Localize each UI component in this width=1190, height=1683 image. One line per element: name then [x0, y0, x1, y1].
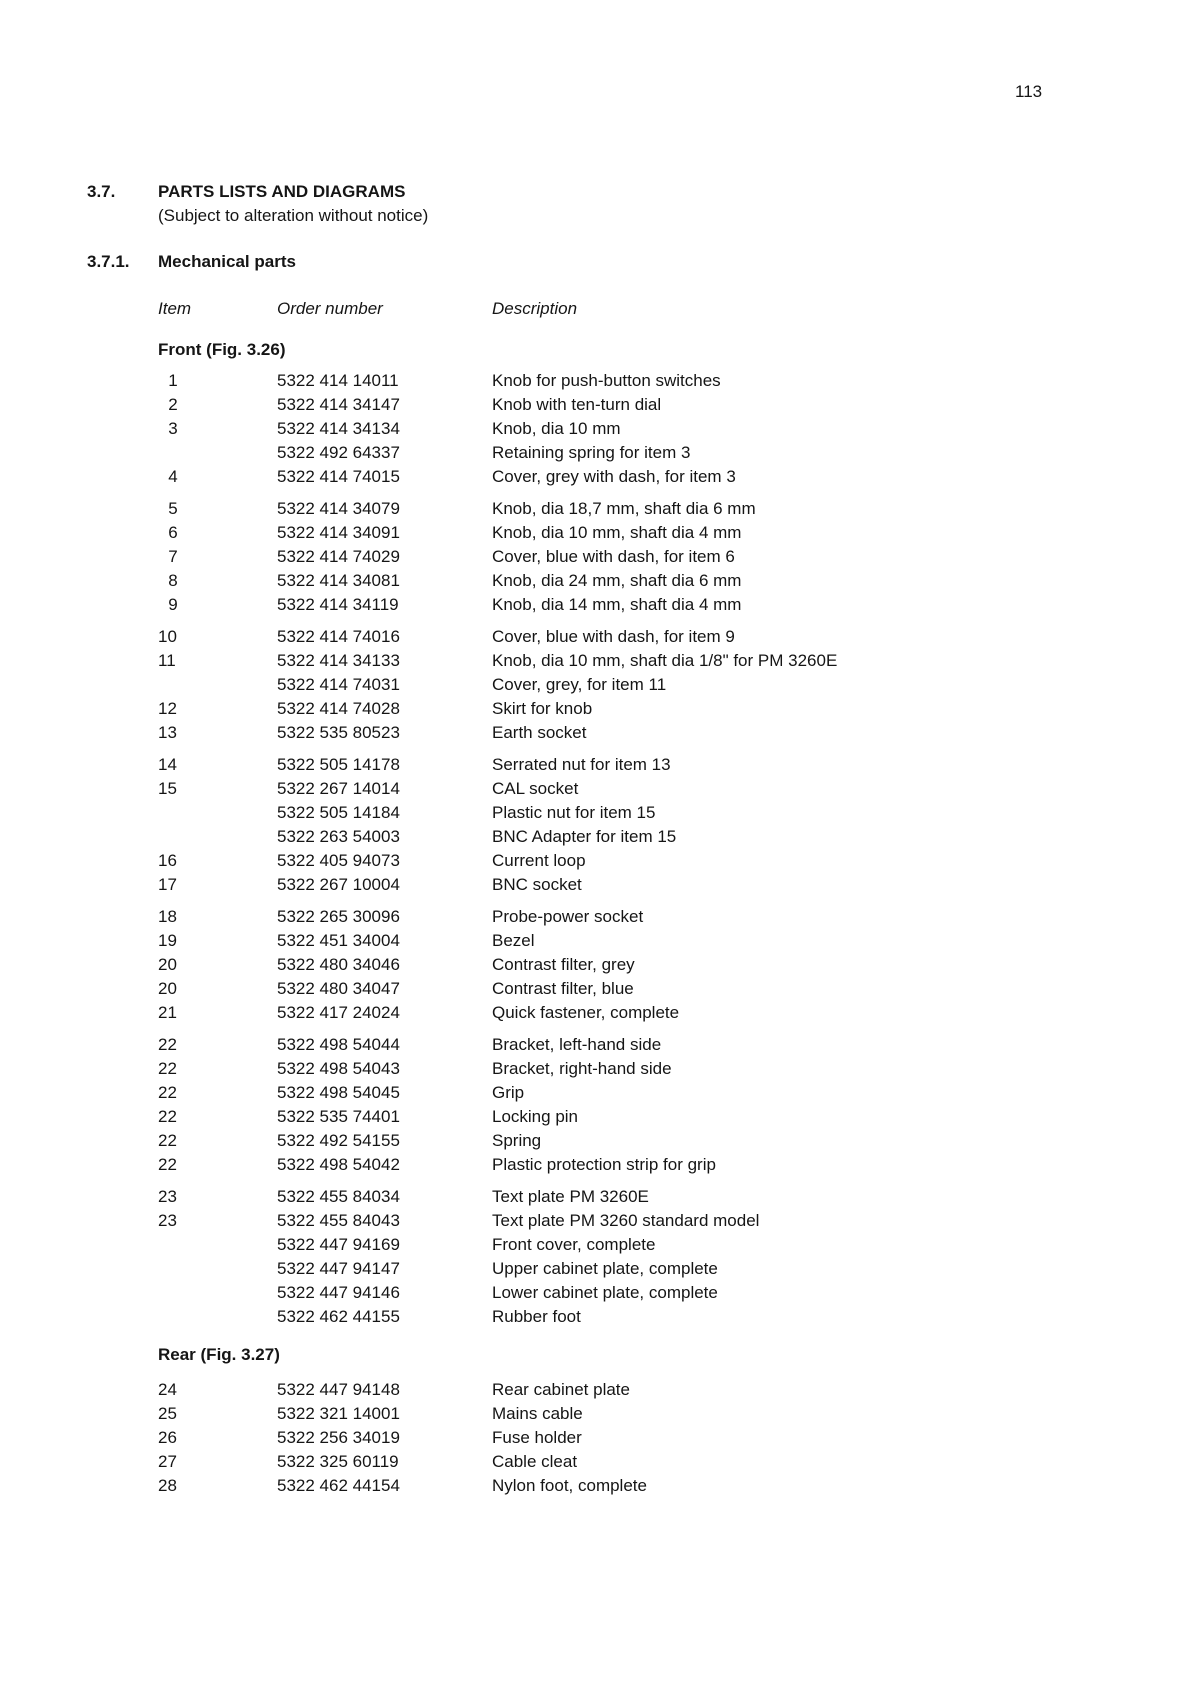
description: Knob, dia 10 mm, shaft dia 4 mm: [492, 523, 742, 542]
description: Nylon foot, complete: [492, 1476, 647, 1495]
item-number: 19: [158, 931, 177, 950]
table-row: [0, 651, 1100, 673]
table-row: [0, 1107, 1100, 1129]
description: Text plate PM 3260 standard model: [492, 1211, 760, 1230]
item-number: 1: [168, 371, 178, 390]
item-number: 22: [158, 1035, 177, 1054]
order-number: 5322 498 54044: [277, 1035, 400, 1054]
item-number: 22: [158, 1059, 177, 1078]
order-number: 5322 535 74401: [277, 1107, 400, 1126]
item-number: 23: [158, 1187, 177, 1206]
description: Bracket, left-hand side: [492, 1035, 662, 1054]
table-row: [0, 1059, 1100, 1081]
order-number: 5322 447 94148: [277, 1380, 400, 1399]
table-row: [0, 1235, 1100, 1257]
order-number: 5322 480 34046: [277, 955, 400, 974]
table-row: [0, 875, 1100, 897]
item-number: 26: [158, 1428, 177, 1447]
order-number: 5322 455 84034: [277, 1187, 400, 1206]
description: Serrated nut for item 13: [492, 755, 671, 774]
page-number: 113: [1015, 82, 1043, 101]
item-number: 6: [168, 523, 178, 542]
order-number: 5322 414 74028: [277, 699, 400, 718]
order-number: 5322 480 34047: [277, 979, 400, 998]
item-number: 22: [158, 1131, 177, 1150]
description: Fuse holder: [492, 1428, 582, 1447]
order-number: 5322 414 74016: [277, 627, 400, 646]
item-number: 16: [158, 851, 177, 870]
table-row: [0, 1131, 1100, 1153]
item-number: 22: [158, 1083, 177, 1102]
order-number: 5322 447 94146: [277, 1283, 400, 1302]
order-number: 5322 535 80523: [277, 723, 400, 742]
item-number: 12: [158, 699, 177, 718]
description: Mains cable: [492, 1404, 583, 1423]
description: Quick fastener, complete: [492, 1003, 680, 1022]
item-number: 11: [158, 651, 176, 670]
order-number: 5322 451 34004: [277, 931, 400, 950]
order-number: 5322 263 54003: [277, 827, 400, 846]
order-number: 5322 265 30096: [277, 907, 400, 926]
order-number: 5322 462 44154: [277, 1476, 400, 1495]
item-number: 3: [168, 419, 178, 438]
description: Contrast filter, grey: [492, 955, 635, 974]
description: Bezel: [492, 931, 535, 950]
table-row: [0, 1083, 1100, 1105]
description: Rear cabinet plate: [492, 1380, 630, 1399]
item-number: 8: [168, 571, 178, 590]
description: Cover, grey with dash, for item 3: [492, 467, 736, 486]
description: Knob, dia 14 mm, shaft dia 4 mm: [492, 595, 742, 614]
description: Locking pin: [492, 1107, 579, 1126]
table-row: [0, 755, 1100, 777]
item-number: 4: [168, 467, 178, 486]
item-number: 10: [158, 627, 177, 646]
description: Plastic nut for item 15: [492, 803, 656, 822]
description: Upper cabinet plate, complete: [492, 1259, 718, 1278]
description: Rubber foot: [492, 1307, 581, 1326]
table-row: [0, 1283, 1100, 1305]
description: BNC socket: [492, 875, 582, 894]
description: Knob, dia 10 mm: [492, 419, 621, 438]
order-number: 5322 414 74029: [277, 547, 400, 566]
table-row: [0, 523, 1100, 545]
order-number: 5322 414 34134: [277, 419, 400, 438]
item-number: 20: [158, 955, 177, 974]
subsection-title: Mechanical parts: [158, 252, 296, 271]
column-header-description: Description: [492, 299, 578, 318]
item-number: 9: [168, 595, 178, 614]
description: Grip: [492, 1083, 525, 1102]
table-row: [0, 467, 1100, 489]
order-number: 5322 414 74031: [277, 675, 400, 694]
description: Cover, blue with dash, for item 9: [492, 627, 735, 646]
item-number: 13: [158, 723, 177, 742]
table-row: [0, 723, 1100, 745]
table-row: [0, 851, 1100, 873]
subsection-number: 3.7.1.: [87, 252, 130, 271]
item-number: 22: [158, 1107, 177, 1126]
description: Knob for push-button switches: [492, 371, 721, 390]
table-row: [0, 675, 1100, 697]
description: Current loop: [492, 851, 586, 870]
front-group-heading: Front (Fig. 3.26): [158, 340, 286, 359]
description: BNC Adapter for item 15: [492, 827, 677, 846]
table-row: [0, 827, 1100, 849]
order-number: 5322 405 94073: [277, 851, 400, 870]
table-row: [0, 499, 1100, 521]
section-title: PARTS LISTS AND DIAGRAMS: [158, 182, 406, 201]
item-number: 15: [158, 779, 177, 798]
description: Cover, blue with dash, for item 6: [492, 547, 735, 566]
description: Plastic protection strip for grip: [492, 1155, 716, 1174]
item-number: 17: [158, 875, 177, 894]
table-row: [0, 979, 1100, 1001]
description: Earth socket: [492, 723, 587, 742]
description: Knob, dia 18,7 mm, shaft dia 6 mm: [492, 499, 756, 518]
order-number: 5322 498 54042: [277, 1155, 400, 1174]
order-number: 5322 267 10004: [277, 875, 400, 894]
item-number: 20: [158, 979, 177, 998]
order-number: 5322 455 84043: [277, 1211, 400, 1230]
table-row: [0, 627, 1100, 649]
table-row: [0, 803, 1100, 825]
table-row: [0, 931, 1100, 953]
description: Cable cleat: [492, 1452, 578, 1471]
item-number: 2: [168, 395, 178, 414]
order-number: 5322 414 14011: [277, 371, 399, 390]
item-number: 28: [158, 1476, 177, 1495]
table-row: [0, 595, 1100, 617]
description: Text plate PM 3260E: [492, 1187, 649, 1206]
item-number: 24: [158, 1380, 177, 1399]
section-number: 3.7.: [87, 182, 116, 201]
table-row: [0, 699, 1100, 721]
section-note: (Subject to alteration without notice): [158, 206, 429, 225]
order-number: 5322 505 14178: [277, 755, 400, 774]
table-row: [0, 371, 1100, 393]
description: Skirt for knob: [492, 699, 593, 718]
description: Knob, dia 10 mm, shaft dia 1/8" for PM 3260E: [492, 651, 838, 670]
order-number: 5322 492 64337: [277, 443, 400, 462]
order-number: 5322 417 24024: [277, 1003, 400, 1022]
description: Lower cabinet plate, complete: [492, 1283, 718, 1302]
table-row: [0, 1476, 1100, 1498]
description: CAL socket: [492, 779, 579, 798]
item-number: 18: [158, 907, 177, 926]
column-header-item: Item: [158, 299, 192, 318]
table-row: [0, 955, 1100, 977]
item-number: 23: [158, 1211, 177, 1230]
table-row: [0, 1187, 1100, 1209]
order-number: 5322 414 34119: [277, 595, 399, 614]
order-number: 5322 414 34081: [277, 571, 400, 590]
table-row: [0, 443, 1100, 465]
order-number: 5322 325 60119: [277, 1452, 399, 1471]
description: Cover, grey, for item 11: [492, 675, 667, 694]
order-number: 5322 414 34147: [277, 395, 400, 414]
description: Contrast filter, blue: [492, 979, 634, 998]
table-row: [0, 1404, 1100, 1426]
table-row: [0, 571, 1100, 593]
table-row: [0, 1452, 1100, 1474]
column-header-order-number: Order number: [277, 299, 383, 318]
item-number: 25: [158, 1404, 177, 1423]
order-number: 5322 414 74015: [277, 467, 400, 486]
item-number: 14: [158, 755, 177, 774]
item-number: 22: [158, 1155, 177, 1174]
table-row: [0, 907, 1100, 929]
table-row: [0, 1211, 1100, 1233]
table-row: [0, 779, 1100, 801]
order-number: 5322 447 94169: [277, 1235, 400, 1254]
order-number: 5322 414 34079: [277, 499, 400, 518]
description: Knob with ten-turn dial: [492, 395, 662, 414]
item-number: 21: [158, 1003, 177, 1022]
order-number: 5322 498 54045: [277, 1083, 400, 1102]
table-row: [0, 1259, 1100, 1281]
item-number: 27: [158, 1452, 177, 1471]
order-number: 5322 414 34133: [277, 651, 400, 670]
table-row: [0, 1155, 1100, 1177]
description: Knob, dia 24 mm, shaft dia 6 mm: [492, 571, 742, 590]
description: Bracket, right-hand side: [492, 1059, 672, 1078]
item-number: 7: [168, 547, 178, 566]
order-number: 5322 498 54043: [277, 1059, 400, 1078]
description: Spring: [492, 1131, 542, 1150]
order-number: 5322 505 14184: [277, 803, 400, 822]
order-number: 5322 492 54155: [277, 1131, 400, 1150]
table-row: [0, 1035, 1100, 1057]
description: Probe-power socket: [492, 907, 644, 926]
table-row: [0, 1428, 1100, 1450]
table-row: [0, 1003, 1100, 1025]
order-number: 5322 462 44155: [277, 1307, 400, 1326]
order-number: 5322 267 14014: [277, 779, 400, 798]
table-row: [0, 1380, 1100, 1402]
description: Front cover, complete: [492, 1235, 656, 1254]
item-number: 5: [168, 499, 178, 518]
table-row: [0, 419, 1100, 441]
table-row: [0, 1307, 1100, 1329]
description: Retaining spring for item 3: [492, 443, 691, 462]
table-row: [0, 395, 1100, 417]
order-number: 5322 447 94147: [277, 1259, 400, 1278]
order-number: 5322 321 14001: [277, 1404, 400, 1423]
order-number: 5322 414 34091: [277, 523, 400, 542]
order-number: 5322 256 34019: [277, 1428, 400, 1447]
table-row: [0, 547, 1100, 569]
rear-group-heading: Rear (Fig. 3.27): [158, 1345, 280, 1364]
